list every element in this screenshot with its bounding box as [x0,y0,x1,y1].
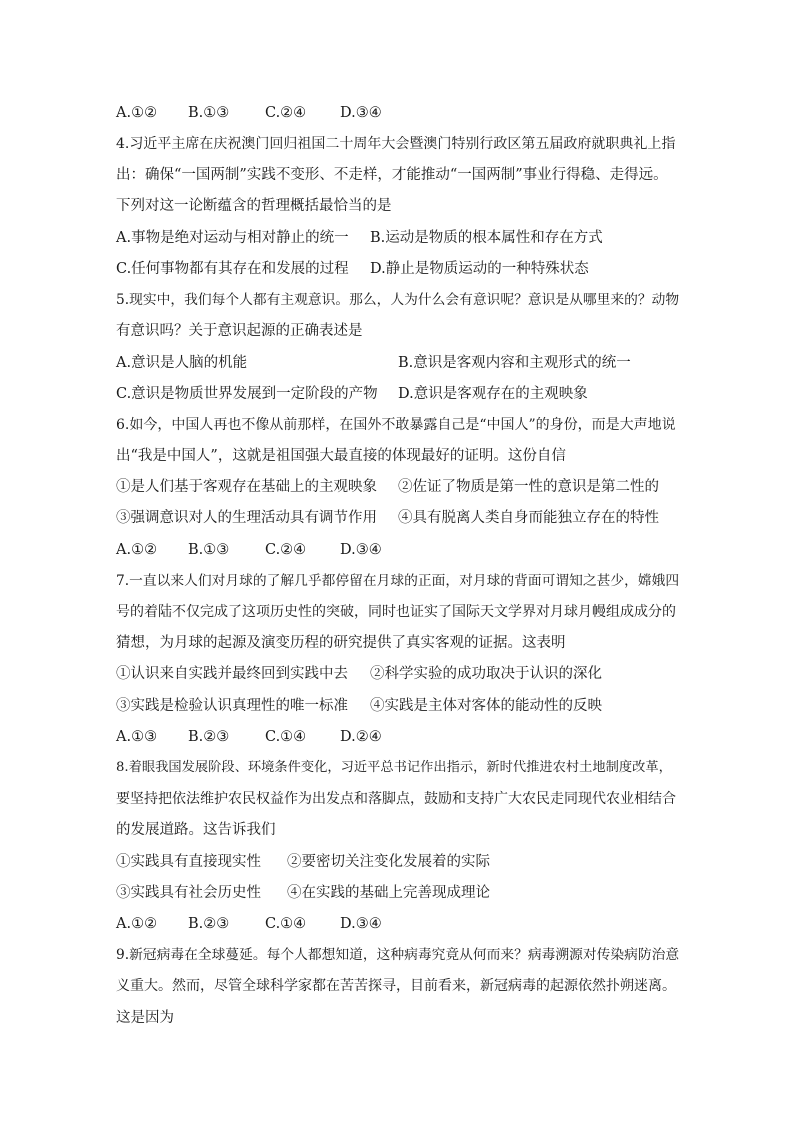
q8-option-a[interactable]: A.①② [116,916,158,932]
q7-statement: ②科学实验的成功取决于认识的深化 [370,666,602,682]
q8-statement: ②要密切关注变化发展着的实际 [287,854,490,870]
q7-option-d[interactable]: D.②④ [340,729,382,745]
q8-stem-line: 8.着眼我国发展阶段、环境条件变化，习近平总书记作出指示，新时代推进农村土地制度改革， [116,760,672,775]
q7-statement: ④实践是主体对客体的能动性的反映 [370,698,602,714]
q6-statement: ④具有脱离人类自身而能独立存在的特性 [398,510,659,526]
q4-option-c[interactable]: C.任何事物都有其存在和发展的过程 [116,261,349,277]
q5-option-a[interactable]: A.意识是人脑的机能 [116,355,248,371]
q6-option-c[interactable]: C.②④ [265,542,307,558]
q7-statement: ①认识来自实践并最终回到实践中去 [116,666,348,682]
q6-stem-line: 6.如今，中国人再也不像从前那样，在国外不敢暴露自己是“中国人”的身份，而是大声地说 [116,417,676,433]
q5-option-d[interactable]: D.意识是客观存在的主观映象 [398,386,588,402]
q5-stem-line: 有意识吗？关于意识起源的正确表述是 [116,323,363,339]
q3-option-b[interactable]: B.①③ [188,105,230,121]
q6-statement: ③强调意识对人的生理活动具有调节作用 [116,510,377,526]
q4-stem-line: 4.习近平主席在庆祝澳门回归祖国二十周年大会暨澳门特别行政区第五届政府就职典礼上指 [116,136,676,152]
q8-statement: ①实践具有直接现实性 [116,854,261,870]
q7-option-c[interactable]: C.①④ [265,729,307,745]
q4-stem-line: 出：确保“一国两制”实践不变形、不走样，才能推动“一国两制”事业行得稳、走得远。 [116,167,668,183]
q9-stem-line: 9.新冠病毒在全球蔓延。每个人都想知道，这种病毒究竟从何而来？病毒溯源对传染病防治意 [116,947,680,963]
q6-option-a[interactable]: A.①② [116,542,158,558]
q6-option-d[interactable]: D.③④ [340,542,382,558]
q3-option-d[interactable]: D.③④ [340,105,382,121]
q5-option-b[interactable]: B.意识是客观内容和主观形式的统一 [398,355,631,371]
q8-option-c[interactable]: C.①④ [265,916,307,932]
q8-stem-line: 的发展道路。这告诉我们 [116,822,276,838]
q4-option-a[interactable]: A.事物是绝对运动与相对静止的统一 [116,230,349,246]
q3-option-a[interactable]: A.①② [116,105,158,121]
q3-option-c[interactable]: C.②④ [265,105,307,121]
q7-option-b[interactable]: B.②③ [188,729,230,745]
q9-stem-line: 义重大。然而，尽管全球科学家都在苦苦探寻，目前看来，新冠病毒的起源依然扑朔迷离。 [116,978,676,994]
q4-option-d[interactable]: D.静止是物质运动的一种特殊状态 [370,261,589,277]
q7-option-a[interactable]: A.①③ [116,729,158,745]
q7-stem-line: 号的着陆不仅完成了这项历史性的突破，同时也证实了国际天文学界对月球月幔组成成分的 [116,604,676,620]
q8-option-b[interactable]: B.②③ [188,916,230,932]
q6-statement: ②佐证了物质是第一性的意识是第二性的 [398,479,659,495]
q4-stem-line: 下列对这一论断蕴含的哲理概括最恰当的是 [116,198,392,214]
q6-option-b[interactable]: B.①③ [188,542,230,558]
q5-stem-line: 5.现实中，我们每个人都有主观意识。那么，人为什么会有意识呢？意识是从哪里来的？动物 [116,292,680,308]
q8-stem-line: 要坚持把依法维护农民权益作为出发点和落脚点，鼓励和支持广大农民走同现代农业相结合 [116,791,676,807]
q4-option-b[interactable]: B.运动是物质的根本属性和存在方式 [370,230,603,246]
q6-statement: ①是人们基于客观存在基础上的主观映象 [116,479,377,495]
q8-statement: ③实践具有社会历史性 [116,885,261,901]
q8-statement: ④在实践的基础上完善现成理论 [287,885,490,901]
q7-stem-line: 猜想，为月球的起源及演变历程的研究提供了真实客观的证据。这表明 [116,635,566,651]
q8-option-d[interactable]: D.③④ [340,916,382,932]
q9-stem-line: 这是因为 [116,1010,174,1026]
q6-stem-line: 出“我是中国人”，这就是祖国强大最直接的体现最好的证明。这份自信 [116,448,566,464]
q7-stem-line: 7.一直以来人们对月球的了解几乎都停留在月球的正面，对月球的背面可谓知之甚少，嫦娥四 [116,573,680,589]
q7-statement: ③实践是检验认识真理性的唯一标准 [116,698,348,714]
q5-option-c[interactable]: C.意识是物质世界发展到一定阶段的产物 [116,386,378,402]
